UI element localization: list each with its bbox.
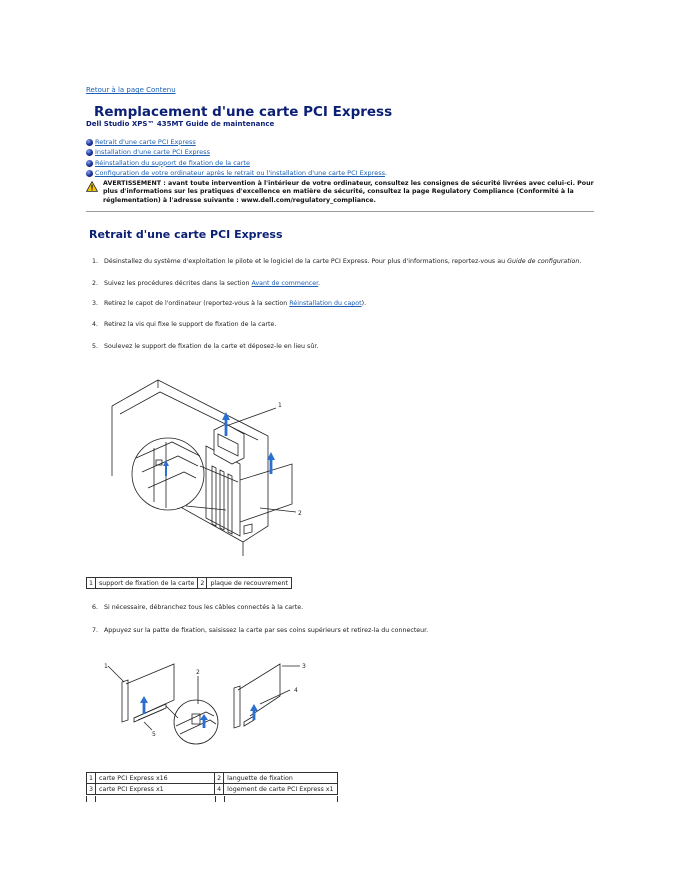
bullet-icon (86, 139, 93, 146)
legend-num: 3 (87, 784, 96, 795)
step-5 (92, 343, 318, 350)
figure2-callout-3: 3 (302, 663, 306, 670)
toc-link-removal[interactable]: Retrait d'une carte PCI Express (95, 137, 196, 146)
step-number: 2. (92, 280, 99, 287)
step-3 (92, 300, 366, 307)
section-divider (86, 211, 594, 212)
legend-row (87, 784, 338, 795)
toc-link-installation[interactable]: Installation d'une carte PCI Express (95, 148, 210, 157)
legend-label: languette de fixation (224, 773, 338, 784)
bullet-icon (86, 160, 93, 167)
step-2 (92, 280, 320, 287)
warning-text: AVERTISSEMENT : avant toute intervention à l'intérieur de votre ordinateur, consultez les consignes de sécurité livrées avec celui-ci. Pour plus d'informations sur les pratiques d'excellence en matière de sécurité, consultez la page Regulatory Compliance (Conformité à la réglementation) à l'adresse suivante : www.dell.com/regulatory_compliance. (103, 180, 594, 204)
step-punct: . (318, 280, 321, 287)
legend-num: 1 (87, 773, 96, 784)
figure2-callout-5: 5 (152, 731, 156, 738)
legend-label: support de fixation de la carte (96, 578, 198, 589)
toc-item (86, 137, 387, 148)
step-number: 1. (92, 258, 99, 265)
figure2-callout-4: 4 (294, 687, 298, 694)
step-1 (92, 258, 581, 265)
step-number: 6. (92, 604, 99, 611)
figure2-legend (86, 772, 338, 795)
legend-label: plaque de recouvrement (207, 578, 292, 589)
page-subtitle: Dell Studio XPS™ 435MT Guide de maintenance (86, 120, 275, 128)
back-to-contents-link[interactable]: Retour à la page Contenu (86, 86, 176, 94)
toc-item (86, 158, 387, 169)
bracket-removal-illustration (108, 376, 312, 560)
step-4 (92, 321, 276, 328)
toc-link-configuration[interactable]: Configuration de votre ordinateur après le retrait ou l'installation d'une carte PCI Express (95, 169, 385, 178)
legend-row (87, 773, 338, 784)
step-number: 4. (92, 321, 99, 328)
warning-icon (86, 181, 98, 192)
legend-label: logement de carte PCI Express x1 (224, 784, 338, 795)
step-punct: . (579, 258, 582, 265)
legend-continuation (86, 796, 338, 802)
legend-num: 2 (215, 773, 224, 784)
step-text: Si nécessaire, débranchez tous les câbles connectés à la carte. (104, 604, 304, 611)
step-number: 7. (92, 627, 99, 634)
step-text: Soulevez le support de fixation de la carte et déposez-le en lieu sûr. (104, 343, 319, 350)
guide-reference: Guide de configuration (507, 258, 580, 265)
bullet-icon (86, 149, 93, 156)
figure1-callout-2: 2 (298, 510, 302, 517)
legend-label: carte PCI Express x1 (96, 784, 215, 795)
step-text: Retirez le capot de l'ordinateur (reportez-vous à la section (104, 300, 290, 307)
legend-num: 2 (198, 578, 207, 589)
step-7 (92, 627, 428, 634)
figure1-legend (86, 577, 292, 589)
step-6 (92, 604, 303, 611)
step-number: 5. (92, 343, 99, 350)
step-text: Suivez les procédures décrites dans la section (104, 280, 252, 287)
figure1-callout-1: 1 (278, 402, 282, 409)
step-text: Retirez la vis qui fixe le support de fixation de la carte. (104, 321, 277, 328)
legend-num: 1 (87, 578, 96, 589)
step-punct: ). (361, 300, 367, 307)
step-number: 3. (92, 300, 99, 307)
toc-item (86, 169, 387, 180)
table-of-contents (86, 137, 387, 179)
page-title: Remplacement d'une carte PCI Express (94, 104, 393, 120)
section-heading: Retrait d'une carte PCI Express (89, 228, 283, 241)
toc-suffix: . (385, 169, 388, 178)
replace-cover-link[interactable]: Réinstallation du capot (289, 300, 362, 307)
step-text: Appuyez sur la patte de fixation, saisissez la carte par ses coins supérieurs et retirez-la du connecteur. (104, 627, 429, 634)
figure2-callout-1: 1 (104, 663, 108, 670)
legend-label: carte PCI Express x16 (96, 773, 215, 784)
legend-row (87, 578, 292, 589)
toc-item (86, 148, 387, 159)
legend-num: 4 (215, 784, 224, 795)
toc-link-bracket[interactable]: Réinstallation du support de fixation de la carte (95, 158, 250, 167)
figure2-callout-2: 2 (196, 669, 200, 676)
bullet-icon (86, 170, 93, 177)
before-you-begin-link[interactable]: Avant de commencer (251, 280, 319, 287)
step-text: Désinstallez du système d'exploitation le pilote et le logiciel de la carte PCI Express. Pour plus d'informations, reportez-vous au (104, 258, 508, 265)
card-removal-illustration (104, 660, 310, 750)
